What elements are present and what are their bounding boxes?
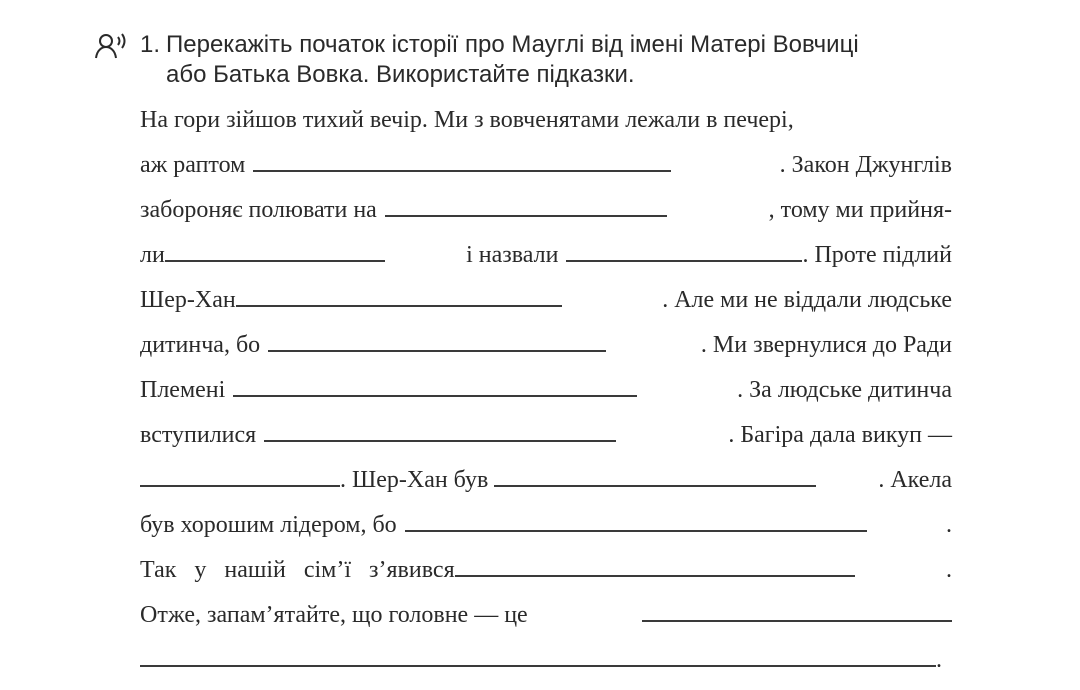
text-segment: Племені [140, 377, 226, 403]
text-segment: Шер-Хан [140, 287, 236, 313]
answer-blank[interactable] [455, 575, 855, 577]
text-line-1 [140, 100, 952, 134]
text-segment: . [946, 512, 952, 538]
text-segment: ли [140, 242, 165, 268]
answer-blank[interactable] [264, 440, 616, 442]
answer-blank[interactable] [405, 530, 867, 532]
text-segment: дитинча, бо [140, 332, 261, 358]
text-segment: На гори зійшов тихий вечір. Ми з вовченятами лежали в печері, [140, 107, 794, 133]
text-segment: . Проте підлий [802, 242, 952, 268]
text-line-8 [140, 415, 952, 449]
text-segment: аж раптом [140, 152, 246, 178]
text-segment: , тому ми прийня- [768, 197, 952, 223]
text-segment: вступилися [140, 422, 257, 448]
text-segment: Так у нашій сім’ї з’явився [140, 557, 455, 583]
answer-blank[interactable] [642, 620, 952, 622]
task-instruction-line-2: або Батька Вовка. Використайте підказки. [166, 61, 635, 88]
answer-blank[interactable] [253, 170, 671, 172]
answer-blank[interactable] [494, 485, 816, 487]
text-line-2 [140, 145, 952, 179]
answer-blank[interactable] [566, 260, 802, 262]
text-segment: . Але ми не віддали людське [662, 287, 952, 313]
text-segment: . Шер-Хан був [340, 467, 489, 493]
answer-blank[interactable] [140, 485, 340, 487]
text-segment: . Багіра дала викуп — [728, 422, 952, 448]
task-instruction-line-1: Перекажіть початок історії про Мауглі від імені Матері Вовчиці [166, 31, 859, 58]
answer-blank[interactable] [165, 260, 385, 262]
text-line-5 [140, 280, 952, 314]
text-segment: . За людське дитинча [737, 377, 952, 403]
text-segment: . [936, 647, 942, 673]
text-segment: забороняє полювати на [140, 197, 377, 223]
text-line-3 [140, 190, 952, 224]
text-line-11 [140, 550, 952, 584]
text-line-7 [140, 370, 952, 404]
answer-blank[interactable] [385, 215, 667, 217]
text-line-9 [140, 460, 952, 494]
text-line-6 [140, 325, 952, 359]
text-line-10 [140, 505, 952, 539]
text-line-4 [140, 235, 952, 269]
text-segment: Отже, запам’ятайте, що головне — це [140, 602, 528, 628]
text-segment: . [946, 557, 952, 583]
text-segment: . Закон Джунглів [779, 152, 952, 178]
answer-blank[interactable] [236, 305, 562, 307]
answer-blank[interactable] [233, 395, 637, 397]
text-segment: був хорошим лідером, бо [140, 512, 397, 538]
answer-blank[interactable] [140, 665, 936, 667]
text-line-13 [140, 640, 952, 674]
text-line-12 [140, 595, 952, 629]
text-segment: . Акела [878, 467, 952, 493]
text-segment: і назвали [466, 242, 559, 268]
text-segment: . Ми звернулися до Ради [700, 332, 952, 358]
answer-blank[interactable] [268, 350, 606, 352]
task-number: 1. [140, 31, 161, 58]
speaking-person-icon [94, 33, 134, 59]
